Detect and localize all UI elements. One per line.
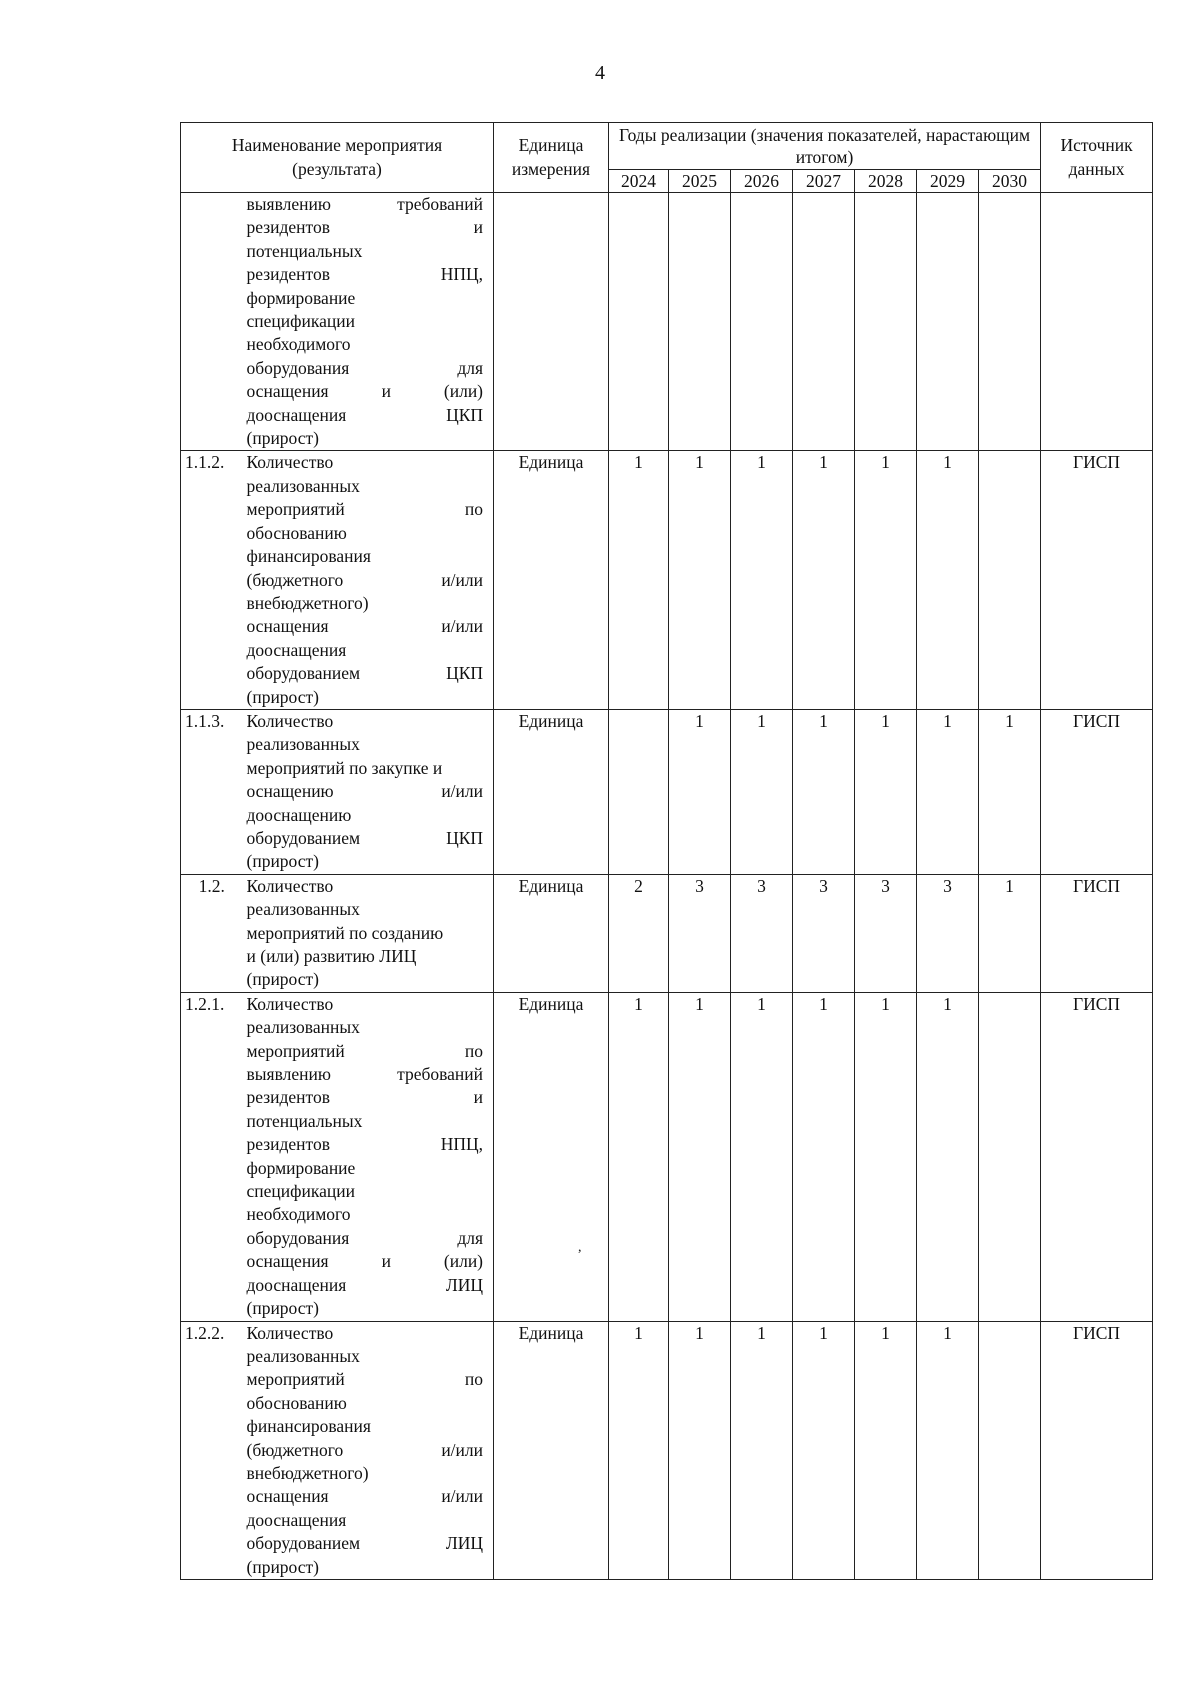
name-word: дооснащения bbox=[246, 1274, 347, 1295]
name-word: обоснованию bbox=[246, 1392, 347, 1413]
name-word: ЦКП bbox=[446, 663, 484, 684]
name-line bbox=[247, 804, 484, 827]
name-word: оборудования bbox=[246, 1227, 350, 1248]
name-word: требований bbox=[397, 1064, 484, 1085]
name-word: оснащения bbox=[246, 1251, 329, 1272]
name-word: и bbox=[381, 1251, 391, 1272]
year-value: 1 bbox=[609, 1321, 669, 1579]
name-line bbox=[247, 427, 484, 450]
name-word: и/или bbox=[441, 781, 484, 802]
name-word: Количество bbox=[246, 993, 334, 1014]
year-value bbox=[609, 193, 669, 451]
row-unit: Единица bbox=[494, 874, 609, 992]
name-word: (прирост) bbox=[246, 851, 319, 872]
name-word: резидентов bbox=[246, 264, 330, 285]
row-source: ГИСП bbox=[1041, 709, 1153, 874]
name-word: Количество bbox=[246, 452, 334, 473]
row-name bbox=[243, 193, 494, 451]
name-line bbox=[247, 498, 484, 521]
name-line bbox=[247, 1392, 484, 1415]
row-unit bbox=[494, 193, 609, 451]
row-name bbox=[243, 709, 494, 874]
name-line bbox=[247, 1345, 484, 1368]
name-line bbox=[247, 922, 484, 945]
name-line bbox=[247, 1157, 484, 1180]
name-word: необходимого bbox=[246, 334, 351, 355]
name-word: мероприятий по закупке и bbox=[246, 757, 443, 778]
name-line bbox=[247, 1485, 484, 1508]
name-word: спецификации bbox=[246, 1181, 355, 1202]
name-line bbox=[247, 404, 484, 427]
name-word: дооснащения bbox=[246, 1509, 347, 1530]
name-word: реализованных bbox=[246, 1345, 360, 1366]
name-line bbox=[247, 357, 484, 380]
name-line bbox=[247, 1227, 484, 1250]
table-body bbox=[181, 193, 1153, 1580]
name-word: внебюджетного) bbox=[246, 592, 369, 613]
year-value: 1 bbox=[793, 1321, 855, 1579]
row-source: ГИСП bbox=[1041, 992, 1153, 1321]
table-row bbox=[181, 709, 1153, 874]
name-word: ЦКП bbox=[446, 827, 484, 848]
name-line bbox=[247, 780, 484, 803]
year-value: 1 bbox=[917, 451, 979, 709]
year-value: 3 bbox=[855, 874, 917, 992]
year-value bbox=[669, 193, 731, 451]
year-value: 3 bbox=[793, 874, 855, 992]
name-line bbox=[247, 475, 484, 498]
name-line bbox=[247, 615, 484, 638]
name-line bbox=[247, 193, 484, 216]
year-value bbox=[917, 193, 979, 451]
name-line bbox=[247, 945, 484, 968]
name-word: формирование bbox=[246, 287, 356, 308]
row-name bbox=[243, 874, 494, 992]
name-line bbox=[247, 968, 484, 991]
name-word: требований bbox=[397, 194, 484, 214]
year-value: 3 bbox=[731, 874, 793, 992]
row-name bbox=[243, 1321, 494, 1579]
year-value: 1 bbox=[731, 992, 793, 1321]
year-value: 2 bbox=[609, 874, 669, 992]
name-line bbox=[247, 898, 484, 921]
name-word: (прирост) bbox=[246, 1556, 319, 1577]
name-word: по bbox=[464, 1040, 484, 1061]
row-number: 1.1.2. bbox=[181, 451, 243, 709]
row-source bbox=[1041, 193, 1153, 451]
header-year: 2025 bbox=[669, 170, 731, 193]
name-line bbox=[247, 875, 484, 898]
name-line bbox=[247, 1462, 484, 1485]
name-word: и bbox=[473, 1087, 484, 1108]
year-value: 1 bbox=[731, 1321, 793, 1579]
table-row bbox=[181, 193, 1153, 451]
row-unit: Единица bbox=[494, 709, 609, 874]
year-value: 1 bbox=[669, 992, 731, 1321]
name-line bbox=[247, 1110, 484, 1133]
name-line bbox=[247, 240, 484, 263]
name-word: необходимого bbox=[246, 1204, 351, 1225]
name-line bbox=[247, 686, 484, 709]
name-line bbox=[247, 1250, 484, 1273]
name-word: оснащению bbox=[246, 781, 334, 802]
name-word: резидентов bbox=[246, 1087, 330, 1108]
table-row bbox=[181, 1321, 1153, 1579]
header-year: 2029 bbox=[917, 170, 979, 193]
name-word: (бюджетного bbox=[246, 569, 344, 590]
row-name bbox=[243, 451, 494, 709]
name-word: мероприятий bbox=[246, 1040, 345, 1061]
name-word: оснащения bbox=[246, 381, 329, 402]
row-number: 1.2.2. bbox=[181, 1321, 243, 1579]
name-line bbox=[247, 1556, 484, 1579]
name-line bbox=[247, 1509, 484, 1532]
name-word: (прирост) bbox=[246, 969, 319, 990]
name-word: (бюджетного bbox=[246, 1439, 344, 1460]
name-line bbox=[247, 639, 484, 662]
row-number bbox=[181, 193, 243, 451]
name-word: внебюджетного) bbox=[246, 1462, 369, 1483]
name-word: для bbox=[457, 357, 484, 378]
table-row bbox=[181, 992, 1153, 1321]
name-line bbox=[247, 451, 484, 474]
name-word: и/или bbox=[441, 569, 484, 590]
year-value: 1 bbox=[855, 1321, 917, 1579]
name-line bbox=[247, 1532, 484, 1555]
name-word: и (или) развитию ЛИЦ bbox=[246, 946, 417, 966]
year-value: 1 bbox=[669, 709, 731, 874]
table-row bbox=[181, 874, 1153, 992]
name-line bbox=[247, 710, 484, 733]
year-value: 1 bbox=[855, 451, 917, 709]
name-word: оборудованием bbox=[246, 1533, 361, 1554]
stray-mark: , bbox=[578, 1240, 582, 1255]
name-line bbox=[247, 1133, 484, 1156]
year-value bbox=[979, 193, 1041, 451]
name-line bbox=[247, 1322, 484, 1345]
header-year: 2024 bbox=[609, 170, 669, 193]
name-line bbox=[247, 757, 484, 780]
name-word: выявлению bbox=[246, 194, 331, 214]
name-word: оснащения bbox=[246, 1486, 329, 1507]
name-line bbox=[247, 263, 484, 286]
row-number: 1.1.3. bbox=[181, 709, 243, 874]
year-value: 3 bbox=[669, 874, 731, 992]
name-line bbox=[247, 1274, 484, 1297]
name-word: (прирост) bbox=[246, 1298, 319, 1319]
name-line bbox=[247, 1016, 484, 1039]
name-word: и/или bbox=[441, 616, 484, 637]
name-word: Количество bbox=[246, 875, 334, 896]
name-word: мероприятий bbox=[246, 499, 345, 520]
name-word: оборудования bbox=[246, 357, 350, 378]
name-word: потенциальных bbox=[246, 240, 363, 261]
year-value bbox=[731, 193, 793, 451]
year-value bbox=[855, 193, 917, 451]
year-value bbox=[979, 451, 1041, 709]
header-year: 2030 bbox=[979, 170, 1041, 193]
name-word: НПЦ, bbox=[440, 1134, 484, 1155]
row-source: ГИСП bbox=[1041, 1321, 1153, 1579]
year-value: 1 bbox=[793, 451, 855, 709]
name-line bbox=[247, 1297, 484, 1320]
name-word: и/или bbox=[441, 1439, 484, 1460]
table-row bbox=[181, 451, 1153, 709]
name-word: по bbox=[464, 499, 484, 520]
name-line bbox=[247, 545, 484, 568]
name-word: НПЦ, bbox=[440, 264, 484, 285]
year-value: 1 bbox=[979, 709, 1041, 874]
row-unit: Единица bbox=[494, 451, 609, 709]
year-value: 1 bbox=[979, 874, 1041, 992]
name-word: потенциальных bbox=[246, 1110, 363, 1131]
year-value: 1 bbox=[731, 451, 793, 709]
year-value: 1 bbox=[609, 451, 669, 709]
name-line bbox=[247, 592, 484, 615]
name-word: резидентов bbox=[246, 1134, 330, 1155]
name-line bbox=[247, 1368, 484, 1391]
year-value: 1 bbox=[855, 709, 917, 874]
name-word: резидентов bbox=[246, 217, 330, 238]
name-line bbox=[247, 216, 484, 239]
name-line bbox=[247, 1063, 484, 1086]
name-word: оборудованием bbox=[246, 663, 361, 684]
header-name: Наименование мероприятия (результата) bbox=[181, 123, 494, 193]
header-years-group: Годы реализации (значения показателей, нарастающим итогом) bbox=[609, 123, 1041, 170]
name-word: и bbox=[381, 381, 391, 402]
name-word: дооснащения bbox=[246, 639, 347, 660]
name-line bbox=[247, 1415, 484, 1438]
row-unit: Единица bbox=[494, 992, 609, 1321]
name-line bbox=[247, 850, 484, 873]
name-line bbox=[247, 310, 484, 333]
name-word: и/или bbox=[441, 1486, 484, 1507]
name-word: реализованных bbox=[246, 1017, 360, 1038]
year-value: 1 bbox=[731, 709, 793, 874]
name-line bbox=[247, 522, 484, 545]
name-word: Количество bbox=[246, 1322, 334, 1343]
name-word: (или) bbox=[443, 1251, 484, 1272]
name-line bbox=[247, 1086, 484, 1109]
name-word: оснащения bbox=[246, 616, 329, 637]
name-word: реализованных bbox=[246, 475, 360, 496]
name-line bbox=[247, 1203, 484, 1226]
year-value bbox=[609, 709, 669, 874]
year-value: 1 bbox=[917, 992, 979, 1321]
name-word: дооснащению bbox=[246, 804, 352, 825]
name-word: и bbox=[473, 217, 484, 238]
name-line bbox=[247, 569, 484, 592]
name-line bbox=[247, 662, 484, 685]
name-word: по bbox=[464, 1369, 484, 1390]
name-line bbox=[247, 993, 484, 1016]
name-word: реализованных bbox=[246, 734, 360, 755]
name-line bbox=[247, 287, 484, 310]
name-line bbox=[247, 1439, 484, 1462]
name-line bbox=[247, 733, 484, 756]
header-year: 2026 bbox=[731, 170, 793, 193]
row-unit: Единица bbox=[494, 1321, 609, 1579]
header-year: 2028 bbox=[855, 170, 917, 193]
name-line bbox=[247, 827, 484, 850]
name-line bbox=[247, 333, 484, 356]
name-word: (прирост) bbox=[246, 428, 319, 449]
name-word: ЦКП bbox=[446, 404, 484, 425]
name-word: спецификации bbox=[246, 311, 355, 332]
year-value bbox=[979, 992, 1041, 1321]
row-name bbox=[243, 992, 494, 1321]
year-value: 1 bbox=[669, 451, 731, 709]
name-word: ЛИЦ bbox=[445, 1274, 484, 1295]
row-source: ГИСП bbox=[1041, 874, 1153, 992]
row-source: ГИСП bbox=[1041, 451, 1153, 709]
year-value: 3 bbox=[917, 874, 979, 992]
page-number: 4 bbox=[595, 62, 605, 84]
year-value: 1 bbox=[917, 1321, 979, 1579]
name-word: мероприятий bbox=[246, 1369, 345, 1390]
name-word: Количество bbox=[246, 710, 334, 731]
name-word: формирование bbox=[246, 1157, 356, 1178]
year-value: 1 bbox=[793, 992, 855, 1321]
name-word: дооснащения bbox=[246, 404, 347, 425]
year-value: 1 bbox=[669, 1321, 731, 1579]
header-unit: Единица измерения bbox=[494, 123, 609, 193]
name-word: обоснованию bbox=[246, 522, 347, 543]
year-value: 1 bbox=[855, 992, 917, 1321]
name-word: (или) bbox=[443, 381, 484, 402]
year-value: 1 bbox=[793, 709, 855, 874]
name-word: мероприятий по созданию bbox=[246, 922, 444, 943]
indicators-table bbox=[180, 122, 1153, 1580]
year-value bbox=[979, 1321, 1041, 1579]
name-word: для bbox=[457, 1227, 484, 1248]
name-word: оборудованием bbox=[246, 827, 361, 848]
row-number: 1.2. bbox=[181, 874, 243, 992]
name-word: выявлению bbox=[246, 1064, 331, 1085]
header-source: Источник данных bbox=[1041, 123, 1153, 193]
name-word: ЛИЦ bbox=[445, 1533, 484, 1554]
name-word: (прирост) bbox=[246, 686, 319, 707]
name-line bbox=[247, 1040, 484, 1063]
name-word: финансирования bbox=[246, 546, 371, 567]
year-value bbox=[793, 193, 855, 451]
year-value: 1 bbox=[609, 992, 669, 1321]
name-line bbox=[247, 1180, 484, 1203]
header-year: 2027 bbox=[793, 170, 855, 193]
year-value: 1 bbox=[917, 709, 979, 874]
name-word: реализованных bbox=[246, 899, 360, 920]
row-number: 1.2.1. bbox=[181, 992, 243, 1321]
name-word: финансирования bbox=[246, 1416, 371, 1437]
name-line bbox=[247, 380, 484, 403]
